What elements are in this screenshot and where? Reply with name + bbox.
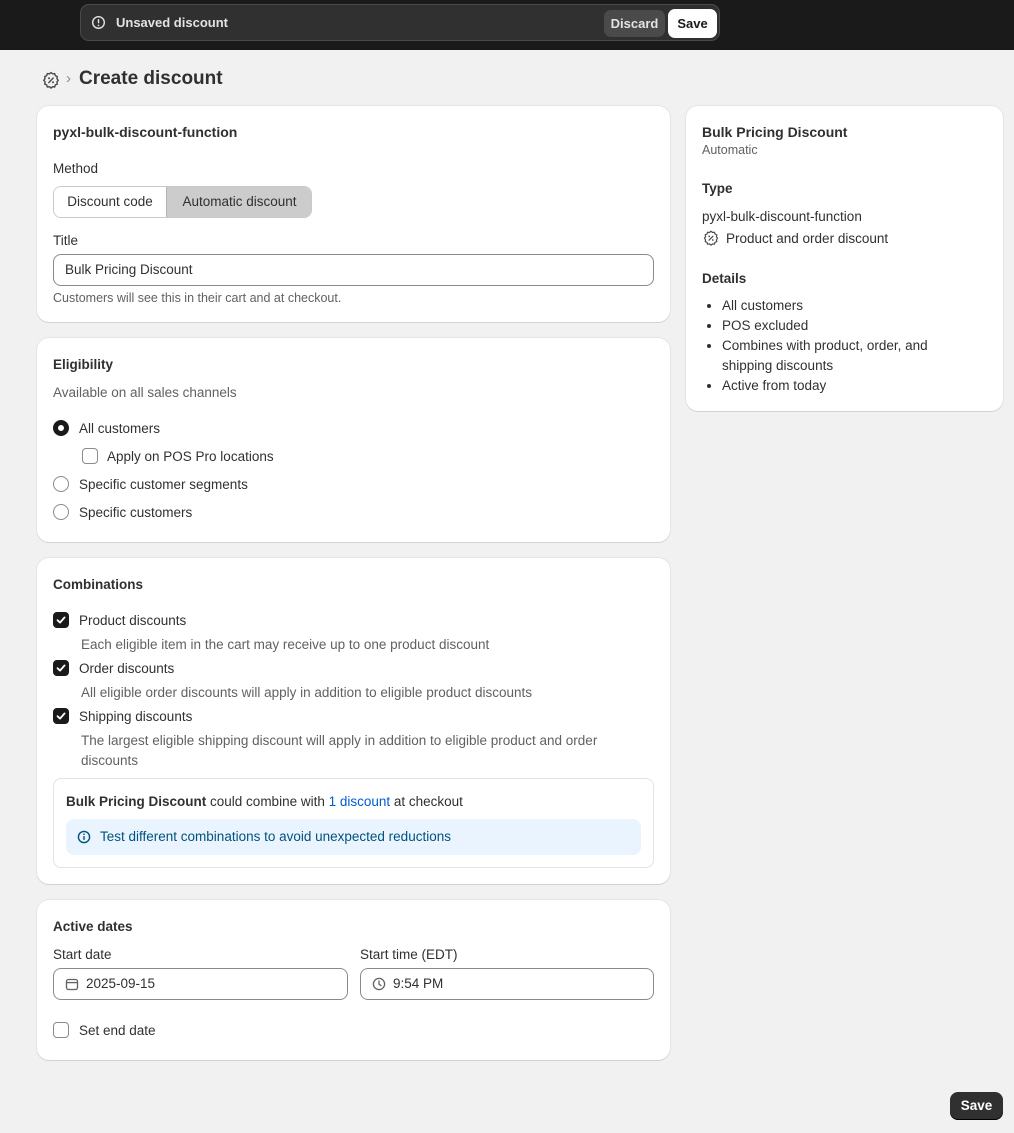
radio-specific-customers-label: Specific customers [79, 505, 193, 520]
details-item [722, 336, 962, 376]
info-banner-text: Test different combinations to avoid unexpected reductions [100, 829, 451, 844]
checkbox-shipping-discounts[interactable] [53, 708, 69, 724]
clock-icon [372, 977, 386, 991]
start-date-label: Start date [53, 947, 112, 962]
save-button[interactable]: Save [668, 9, 717, 38]
start-date-field[interactable] [53, 968, 348, 1000]
product-discounts-label: Product discounts [79, 613, 187, 628]
type-heading: Type [702, 181, 733, 196]
alert-circle-icon [91, 15, 106, 30]
details-item: • Active from today [722, 376, 962, 396]
discount-function-card [37, 106, 670, 322]
top-bar [0, 0, 1014, 50]
combinations-heading: Combinations [53, 577, 143, 592]
active-dates-card [37, 900, 670, 1060]
page-title: Create discount [79, 68, 223, 89]
one-discount-link[interactable]: 1 discount [328, 794, 391, 809]
start-date-value: 2025-09-15 [86, 976, 156, 991]
radio-customer-segments[interactable] [53, 476, 69, 492]
combinations-card [37, 558, 670, 884]
title-help-text: Customers will see this in their cart and at checkout. [53, 291, 342, 305]
radio-customer-segments-label: Specific customer segments [79, 477, 248, 492]
title-field[interactable]: Bulk Pricing Discount [53, 254, 654, 286]
discount-badge-icon [703, 230, 719, 246]
eligibility-subtext: Available on all sales channels [53, 385, 237, 400]
summary-card [686, 106, 1003, 411]
eligibility-heading: Eligibility [53, 357, 114, 372]
checkbox-set-end-date[interactable] [53, 1022, 69, 1038]
radio-all-customers[interactable] [53, 420, 69, 436]
save-button-bottom[interactable]: Save [950, 1092, 1003, 1120]
summary-subtitle: Automatic [702, 143, 758, 157]
calendar-icon [65, 977, 79, 991]
details-item-line1: Combines with product, order, and [722, 338, 928, 353]
type-class: Product and order discount [726, 231, 889, 246]
shipping-discounts-label: Shipping discounts [79, 709, 193, 724]
info-icon [77, 830, 91, 844]
checkbox-pos-pro-label: Apply on POS Pro locations [107, 449, 274, 464]
function-name: pyxl-bulk-discount-function [53, 124, 238, 140]
unsaved-message: Unsaved discount [116, 15, 228, 30]
details-item: • All customers [722, 296, 962, 316]
checkbox-product-discounts[interactable] [53, 612, 69, 628]
details-list [722, 296, 962, 396]
details-item: • POS excluded [722, 316, 962, 336]
combination-summary-box [53, 778, 654, 868]
radio-all-customers-label: All customers [79, 421, 161, 436]
type-function: pyxl-bulk-discount-function [702, 209, 862, 224]
order-discounts-label: Order discounts [79, 661, 175, 676]
shipping-discounts-help-line1: The largest eligible shipping discount will apply in addition to eligible product and order [81, 733, 598, 748]
summary-text: could combine with [206, 794, 329, 809]
method-discount-code[interactable]: Discount code [54, 187, 166, 217]
start-time-field[interactable] [360, 968, 654, 1000]
title-label: Title [53, 233, 79, 248]
radio-specific-customers[interactable] [53, 504, 69, 520]
order-discounts-help: All eligible order discounts will apply in addition to eligible product discounts [81, 685, 533, 700]
eligibility-card [37, 338, 670, 542]
product-discounts-help: Each eligible item in the cart may receive up to one product discount [81, 637, 490, 652]
set-end-date-label: Set end date [79, 1023, 156, 1038]
info-banner [66, 819, 641, 855]
start-time-label: Start time (EDT) [360, 947, 458, 962]
shipping-discounts-help-line2: discounts [81, 753, 139, 768]
details-heading: Details [702, 271, 747, 286]
discount-icon[interactable] [42, 71, 60, 89]
summary-discount-name: Bulk Pricing Discount [66, 794, 207, 809]
method-label: Method [53, 161, 99, 176]
checkbox-order-discounts[interactable] [53, 660, 69, 676]
contextual-save-bar [80, 4, 720, 41]
start-time-value: 9:54 PM [393, 976, 444, 991]
method-automatic-discount[interactable]: Automatic discount [166, 187, 312, 217]
method-segmented-control [53, 186, 312, 218]
summary-text-end: at checkout [390, 794, 463, 809]
active-dates-heading: Active dates [53, 919, 133, 934]
breadcrumb-separator: › [66, 70, 71, 87]
checkbox-pos-pro[interactable] [82, 448, 98, 464]
details-item-line2: shipping discounts [722, 358, 834, 373]
discard-button[interactable]: Discard [604, 10, 665, 37]
combination-summary [66, 794, 463, 809]
summary-title: Bulk Pricing Discount [702, 124, 848, 140]
